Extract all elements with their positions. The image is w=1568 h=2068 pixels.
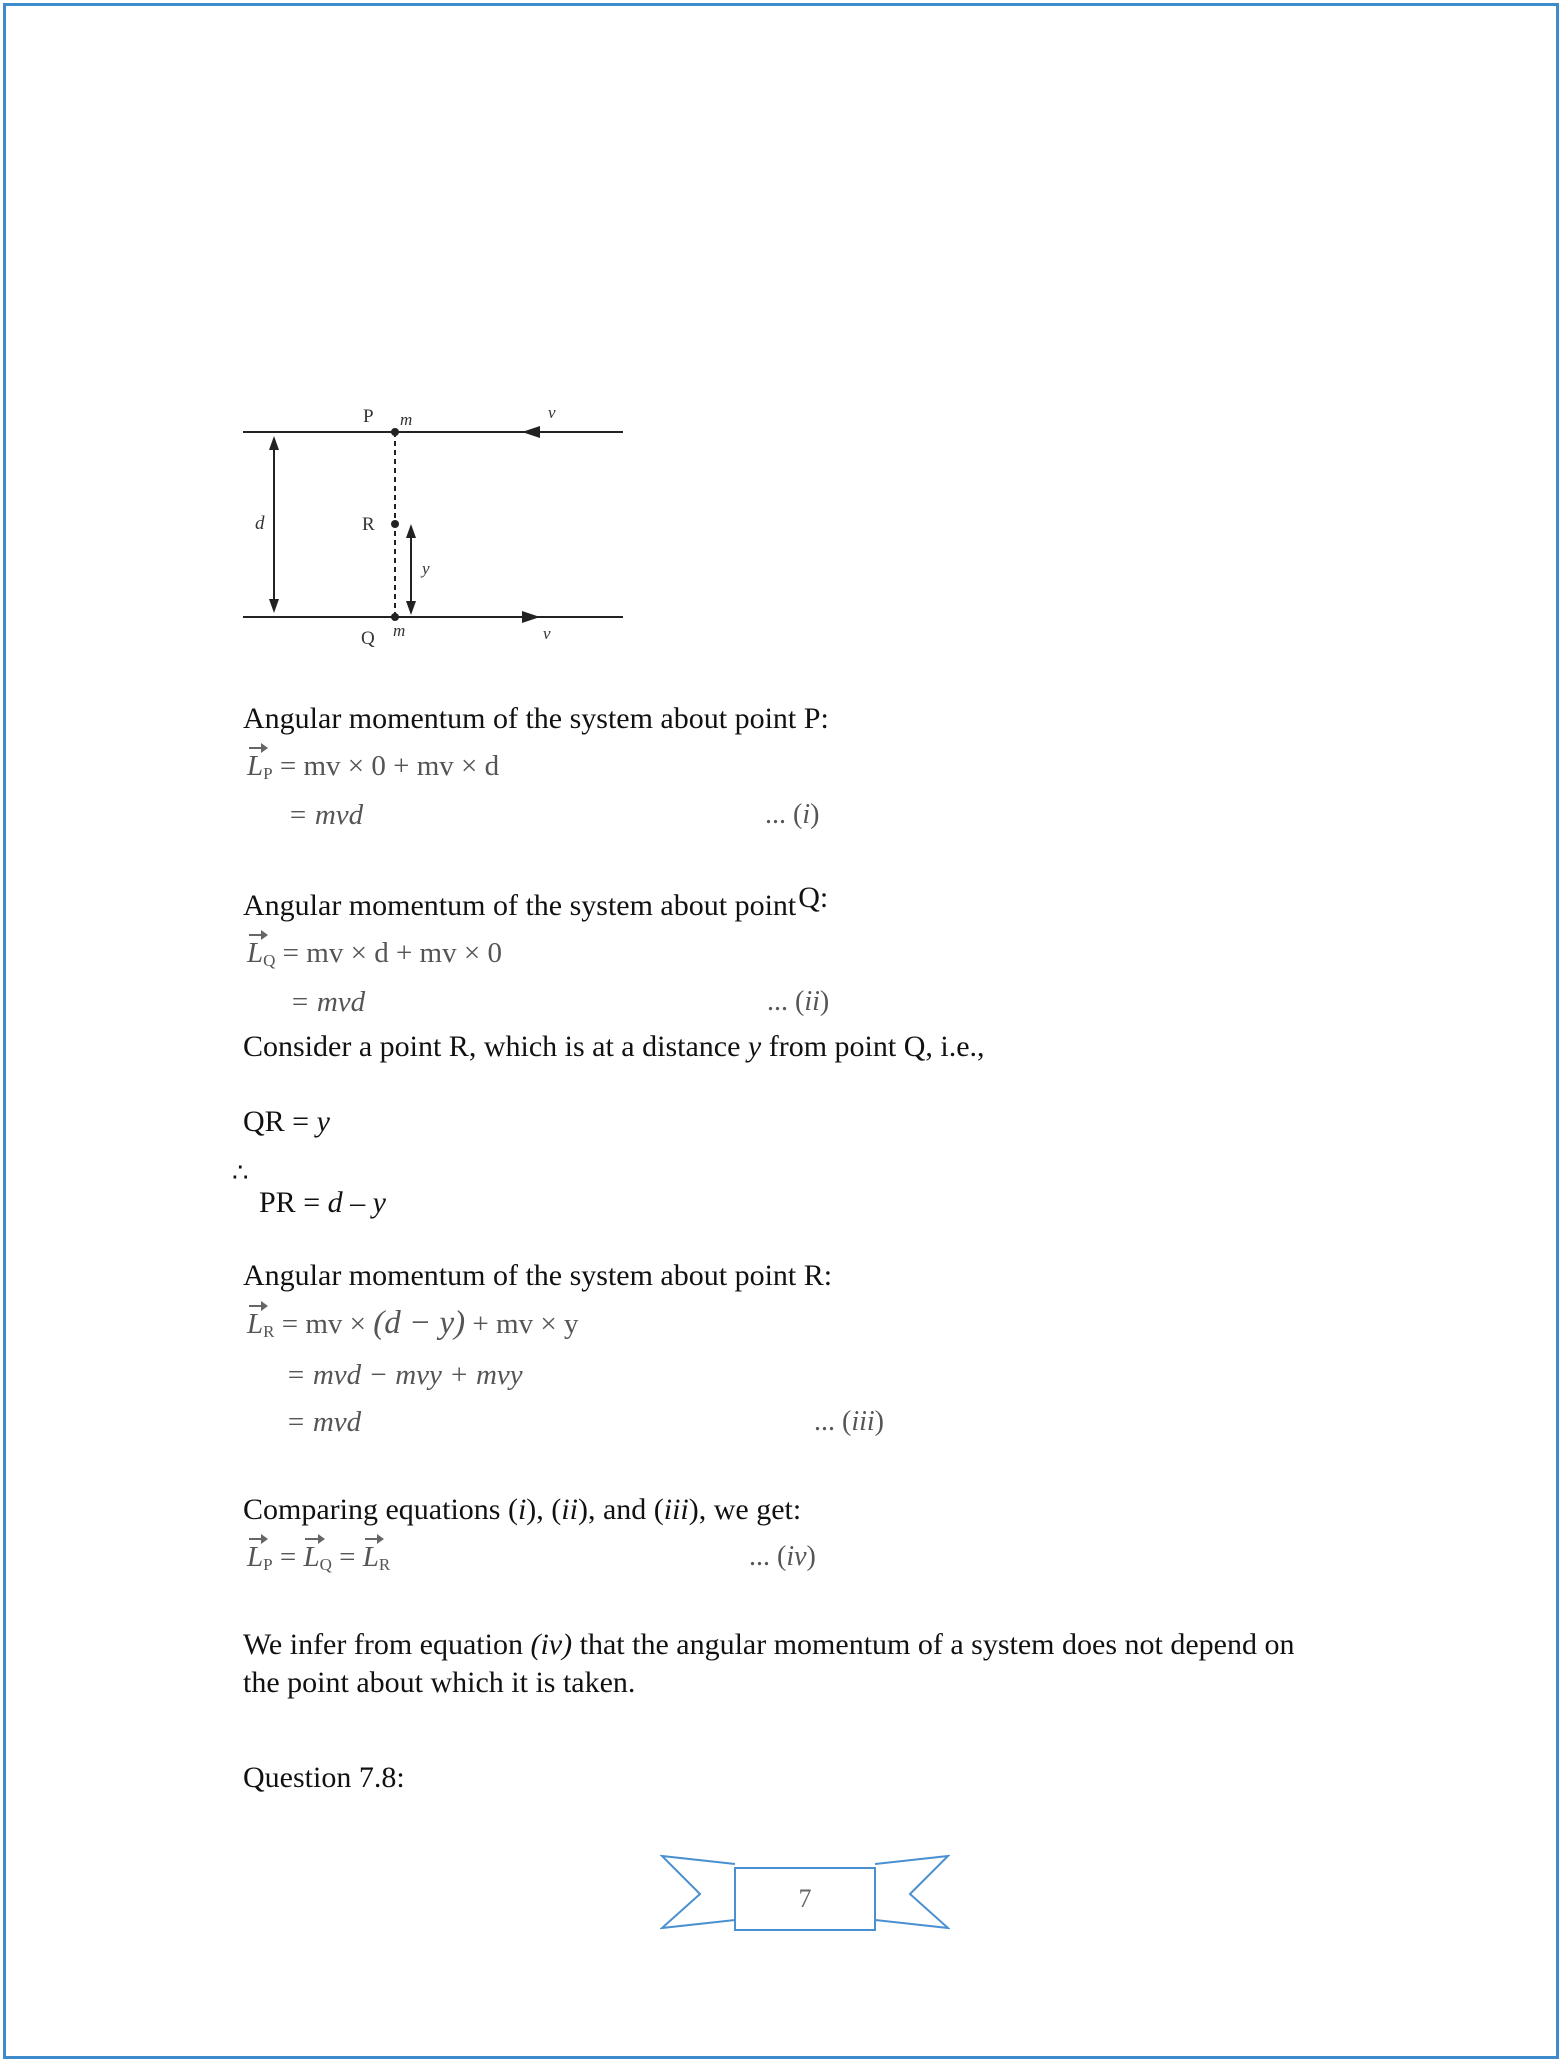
label-p: P xyxy=(363,406,374,427)
label-r: R xyxy=(362,514,375,535)
equation-lq-line2: = mvd xyxy=(290,986,366,1018)
two-particle-diagram xyxy=(238,398,628,658)
equation-lr-line2: = mvd − mvy + mvy xyxy=(286,1359,523,1391)
therefore-symbol: ∴ xyxy=(232,1158,249,1187)
y-arrow-head-bottom xyxy=(406,601,416,615)
inference-line-1: We infer from equation (iv) that the angular momentum of a system does not depend on xyxy=(243,1628,1295,1661)
page-number-badge xyxy=(660,1850,950,1936)
label-d: d xyxy=(255,513,265,534)
vector-symbol: L xyxy=(303,1541,320,1573)
label-m-bottom: m xyxy=(393,621,406,640)
equation-equality-chain: $L_P = L_Q = L_R$ xyxy=(247,1541,391,1574)
label-q: Q xyxy=(361,628,375,649)
equation-tag-ii: ... (ii) xyxy=(767,986,830,1017)
vector-symbol: L xyxy=(362,1541,379,1573)
equation-lp-line2: = mvd xyxy=(288,799,364,831)
top-velocity-arrowhead xyxy=(522,426,540,438)
point-q-dot xyxy=(391,613,399,621)
comparing-equations: Comparing equations (i), (ii), and (iii), we get: xyxy=(243,1493,802,1526)
heading-point-r: Angular momentum of the system about point R: xyxy=(243,1259,833,1292)
equation-lq-line1: $L_Q$ = mv × d + mv × 0 xyxy=(247,937,502,970)
d-arrow-head-top xyxy=(269,436,279,450)
point-p-dot xyxy=(391,428,399,436)
equation-lr-line1: $L_R$ = mv × (d − y) + mv × y xyxy=(247,1305,579,1341)
page-number: 7 xyxy=(798,1884,812,1913)
point-r-dot xyxy=(391,520,399,528)
equation-tag-i: ... (i) xyxy=(765,799,820,830)
label-v-top: v xyxy=(548,403,556,422)
question-heading: Question 7.8: xyxy=(243,1761,405,1794)
label-y: y xyxy=(422,559,430,578)
bottom-velocity-arrowhead xyxy=(522,611,540,623)
y-arrow-head-top xyxy=(406,524,416,538)
vector-symbol: L xyxy=(247,750,264,782)
equation-tag-iv: ... (iv) xyxy=(749,1541,816,1572)
consider-point-r: Consider a point R, which is at a distance y from point Q, i.e., xyxy=(243,1030,985,1063)
inference-line-2: the point about which it is taken. xyxy=(243,1666,636,1699)
heading-point-q: Angular momentum of the system about pointQ: xyxy=(243,881,829,922)
label-m-top: m xyxy=(400,410,413,429)
vector-symbol: L xyxy=(247,1308,264,1340)
equation-tag-iii: ... (iii) xyxy=(814,1406,884,1437)
badge-left-ribbon xyxy=(662,1856,735,1928)
equation-lr-line3: = mvd xyxy=(286,1406,362,1438)
label-v-bottom: v xyxy=(543,624,551,643)
qr-definition: QR = y xyxy=(243,1105,330,1138)
heading-point-p: Angular momentum of the system about point P: xyxy=(243,702,829,735)
d-arrow-head-bottom xyxy=(269,599,279,613)
pr-definition: PR = d – y xyxy=(259,1186,386,1219)
badge-right-ribbon xyxy=(875,1856,948,1928)
equation-lp-line1: $L_P$ = mv × 0 + mv × d xyxy=(247,750,500,783)
vector-symbol: L xyxy=(247,1541,264,1573)
vector-symbol: L xyxy=(247,937,264,969)
